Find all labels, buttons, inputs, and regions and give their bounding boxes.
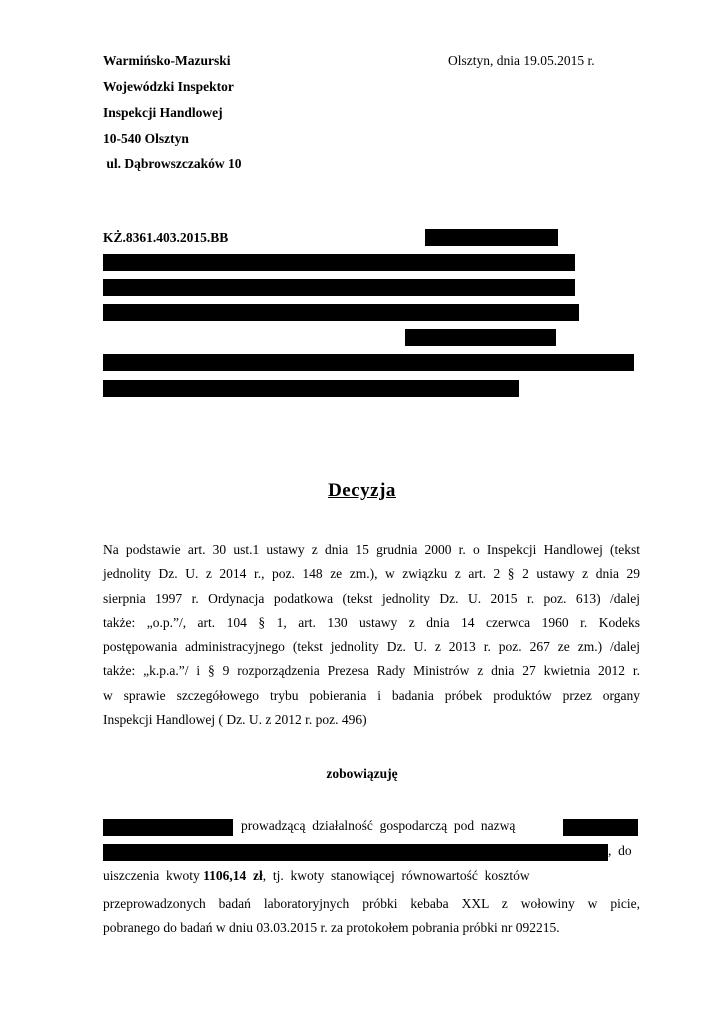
authority-name-line-3: Inspekcji Handlowej (103, 105, 223, 120)
decision-paragraph-tail (103, 892, 640, 941)
amount-due: 1106,14 zł (203, 868, 263, 883)
redaction-bar (405, 329, 556, 346)
decision-line-3-start: uiszczenia kwoty (103, 868, 204, 883)
redaction-bar (103, 844, 608, 861)
paragraph-line: także: „o.p.”/, art. 104 § 1, art. 130 ustawy z dnia 14 czerwca 1960 r. Kodeks (103, 614, 640, 630)
redaction-bar (103, 819, 233, 836)
authority-postal-code: 10-540 Olsztyn (103, 131, 189, 146)
authority-name-line-1: Warmińsko-Mazurski (103, 53, 231, 68)
decision-line-2-end: , do (608, 843, 632, 858)
legal-basis-paragraph (103, 538, 640, 732)
decision-line-3-end: , tj. kwoty stanowiącej równowartość kosztów (262, 868, 530, 883)
paragraph-line: sierpnia 1997 r. Ordynacja podatkowa (tekst jednolity Dz. U. 2015 r. poz. 613) /dalej (103, 590, 640, 606)
redaction-bar (563, 819, 638, 836)
redaction-bar (103, 254, 575, 271)
paragraph-line: w sprawie szczegółowego trybu pobierania i badania próbek produktów przez organy (103, 687, 640, 703)
redaction-bar (425, 229, 558, 246)
redaction-bar (103, 354, 634, 371)
paragraph-line: postępowania administracyjnego (tekst jednolity Dz. U. z 2013 r. poz. 267 ze zm.) /dalej (103, 639, 640, 655)
place-and-date: Olsztyn, dnia 19.05.2015 r. (448, 53, 595, 68)
paragraph-line: pobranego do badań w dniu 03.03.2015 r. za protokołem pobrania próbki nr 092215. (103, 920, 560, 936)
redaction-bar (103, 304, 579, 321)
case-number: KŻ.8361.403.2015.BB (103, 230, 229, 245)
decision-line-3 (103, 868, 530, 884)
authority-street: ul. Dąbrowszczaków 10 (103, 156, 242, 171)
paragraph-line: przeprowadzonych badań laboratoryjnych próbki kebaba XXL z wołowiny w picie, (103, 896, 640, 911)
document-title: Decyzja (328, 480, 396, 501)
paragraph-line: Inspekcji Handlowej ( Dz. U. z 2012 r. poz. 496) (103, 712, 367, 728)
obligation-heading: zobowiązuję (326, 766, 398, 781)
redaction-bar (103, 380, 519, 397)
authority-name-line-2: Wojewódzki Inspektor (103, 79, 234, 94)
redaction-bar (103, 279, 575, 296)
decision-line-1-text: prowadzącą działalność gospodarczą pod nazwą (241, 818, 516, 833)
paragraph-line: jednolity Dz. U. z 2014 r., poz. 148 ze zm.), w związku z art. 2 § 2 ustawy z dnia 29 (103, 566, 640, 582)
paragraph-line: Na podstawie art. 30 ust.1 ustawy z dnia 15 grudnia 2000 r. o Inspekcji Handlowej (tekst (103, 542, 640, 557)
paragraph-line: także: „k.p.a.”/ i § 9 rozporządzenia Prezesa Rady Ministrów z dnia 27 kwietnia 2012 r. (103, 663, 640, 679)
